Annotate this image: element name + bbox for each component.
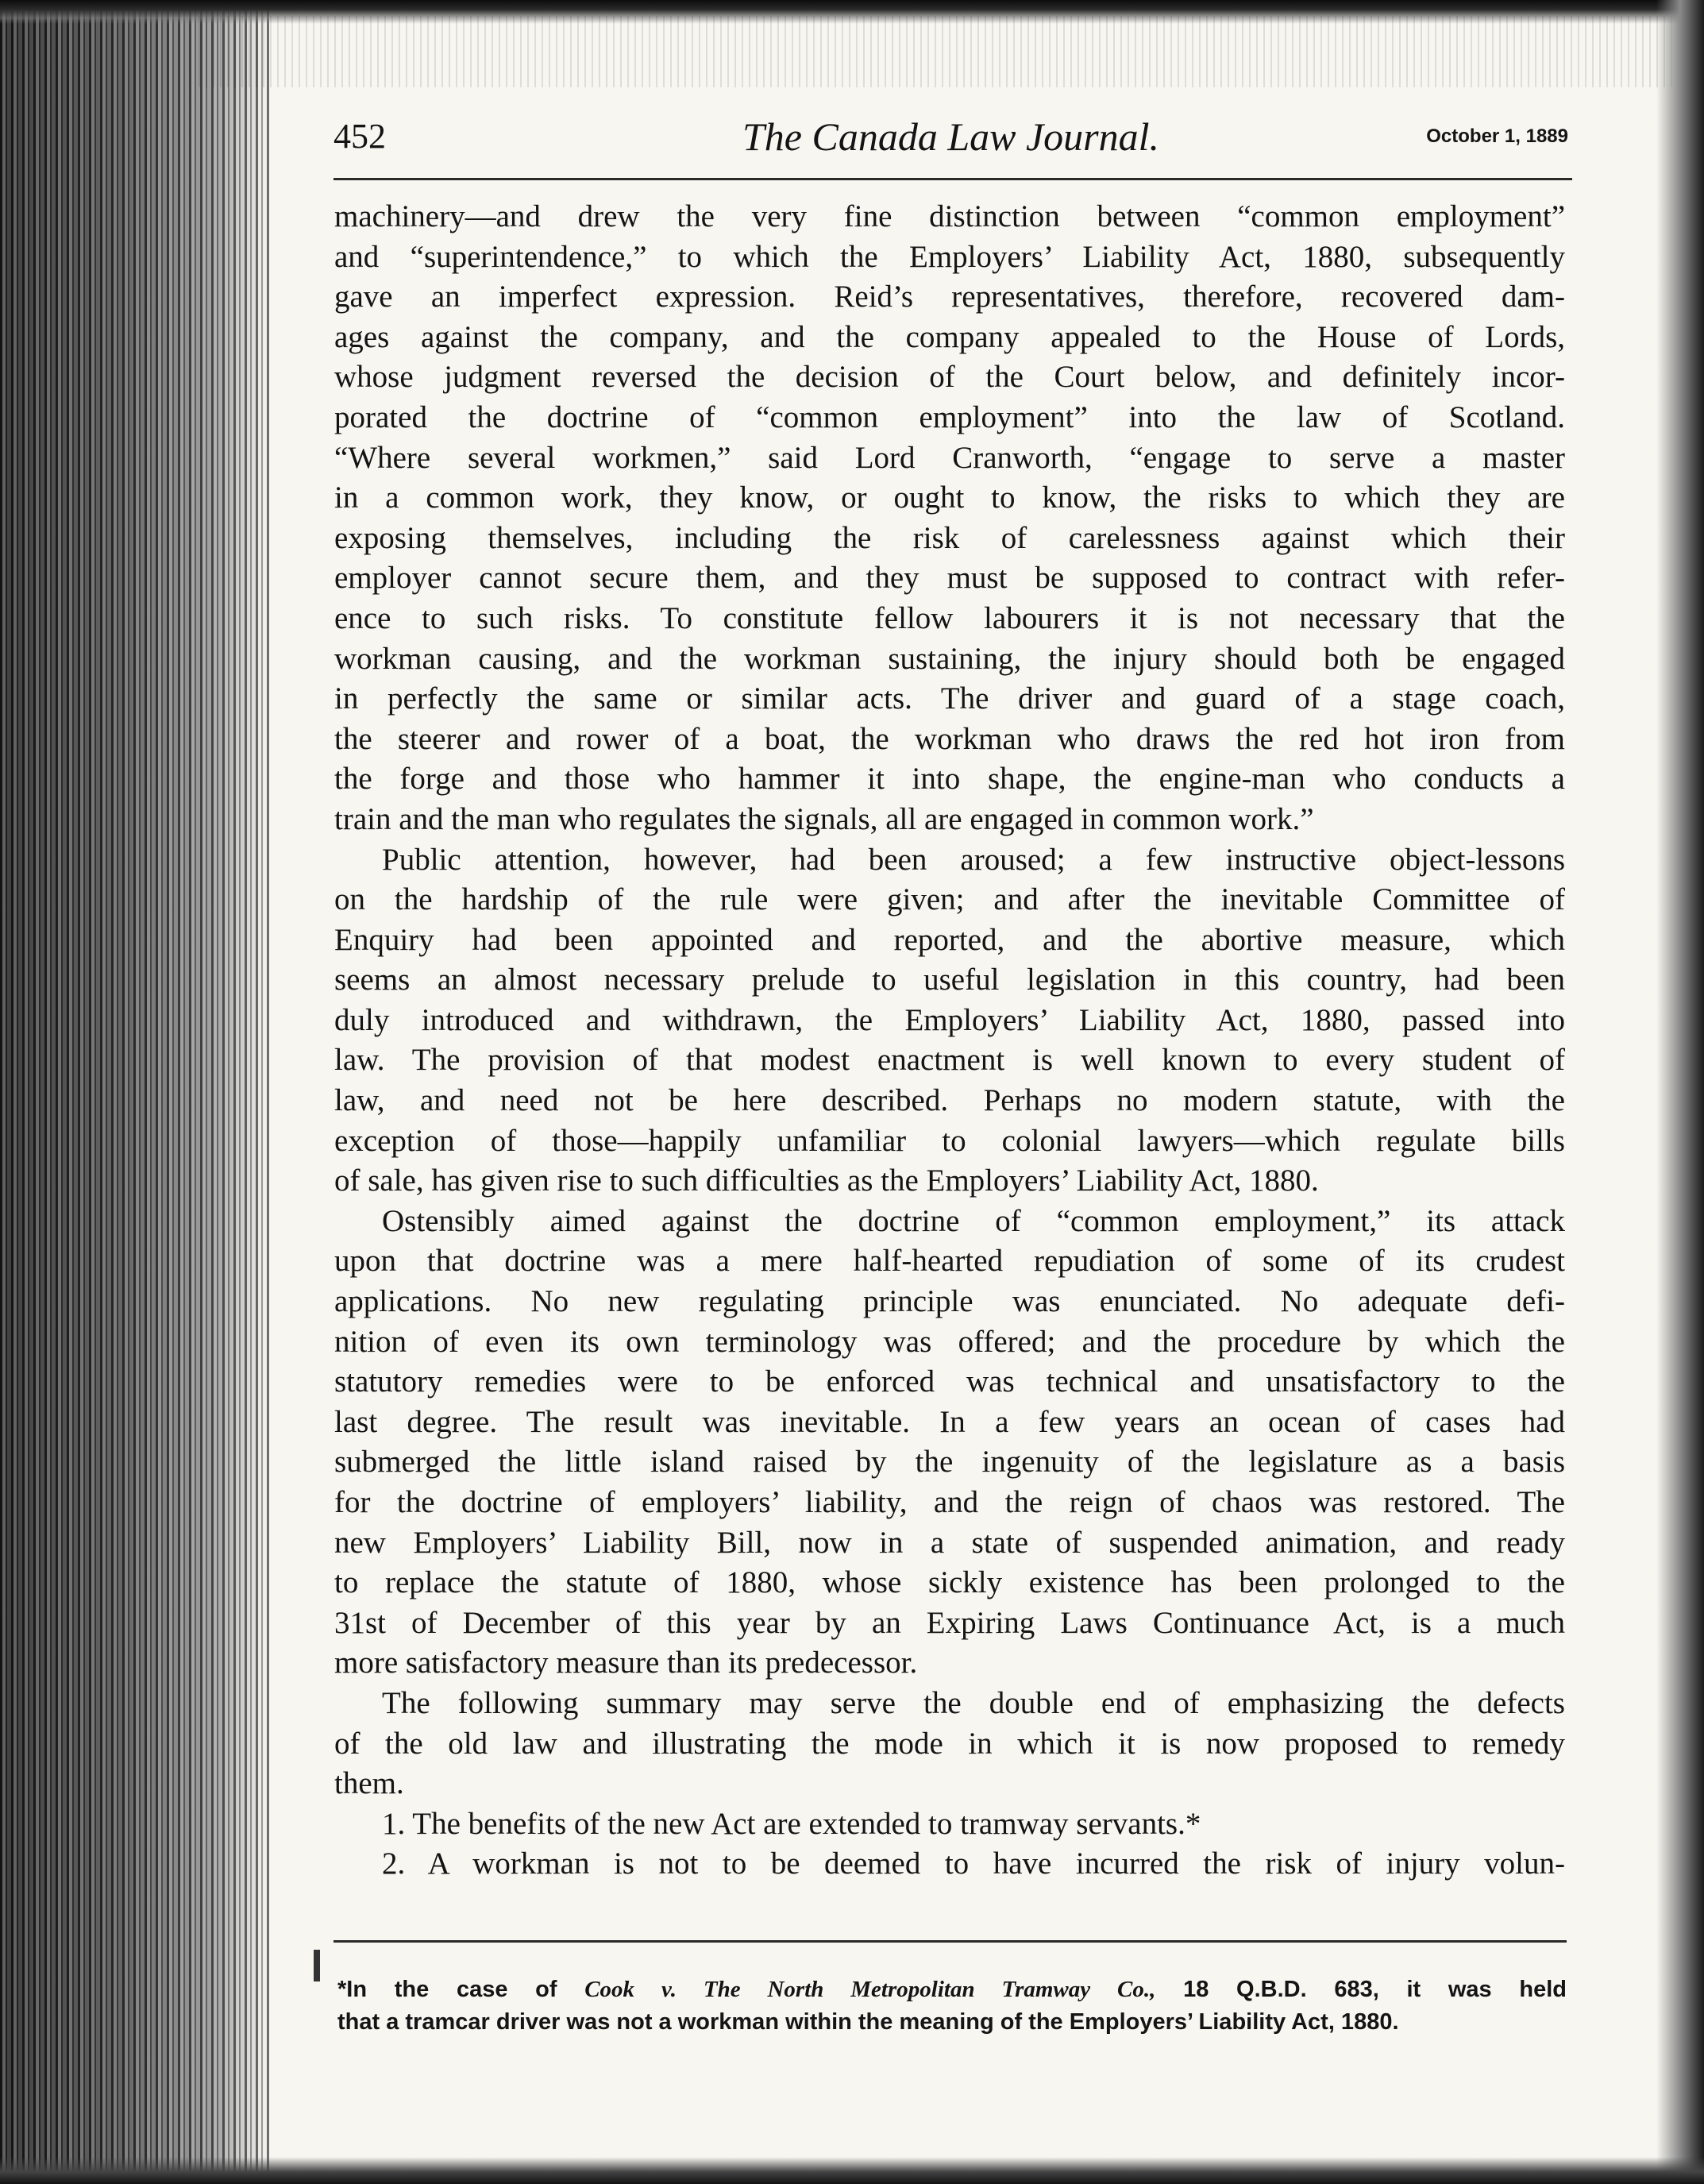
body-line: Enquiry had been appointed and reported, and the abortive measure, which bbox=[334, 922, 1565, 957]
body-line: exception of those—happily unfamiliar to colonial lawyers—which regulate bills bbox=[334, 1123, 1565, 1158]
body-line: workman causing, and the workman sustaining, the injury should both be engaged bbox=[334, 641, 1565, 676]
scan-bottom-edge bbox=[0, 2157, 1704, 2184]
footnote-marker: * bbox=[337, 1977, 347, 2002]
body-line: Public attention, however, had been aroused; a few instructive object-lessons bbox=[382, 842, 1565, 877]
body-line: the steerer and rower of a boat, the workman who draws the red hot iron from bbox=[334, 721, 1565, 756]
body-line: duly introduced and withdrawn, the Employers’ Liability Act, 1880, passed into bbox=[334, 1002, 1565, 1037]
body-line: in a common work, they know, or ought to know, the risks to which they are bbox=[334, 480, 1565, 515]
article-body bbox=[334, 197, 1565, 1885]
body-line: nition of even its own terminology was offered; and the procedure by which the bbox=[334, 1324, 1565, 1359]
footnote-case-name: Cook v. The North Metropolitan Tramway Co., bbox=[584, 1977, 1156, 2002]
footnote-rule bbox=[333, 1940, 1567, 1943]
body-line: applications. No new regulating principle was enunciated. No adequate defi- bbox=[334, 1284, 1565, 1319]
body-line: on the hardship of the rule were given; and after the inevitable Committee of bbox=[334, 882, 1565, 917]
running-header bbox=[333, 111, 1568, 167]
body-line: more satisfactory measure than its predecessor. bbox=[334, 1646, 918, 1680]
footnote bbox=[337, 1974, 1567, 2039]
body-line: statutory remedies were to be enforced was technical and unsatisfactory to the bbox=[334, 1364, 1565, 1399]
scan-right-edge bbox=[1656, 0, 1704, 2184]
body-line: in perfectly the same or similar acts. The driver and guard of a stage coach, bbox=[334, 681, 1565, 716]
body-line: employer cannot secure them, and they must be supposed to contract with refer- bbox=[334, 561, 1565, 596]
journal-title: The Canada Law Journal. bbox=[742, 114, 1160, 159]
body-line: of sale, has given rise to such difficulties as the Employers’ Liability Act, 1880. bbox=[334, 1163, 1319, 1198]
body-line: The following summary may serve the double end of emphasizing the defects bbox=[382, 1685, 1565, 1720]
body-line: last degree. The result was inevitable. In a few years an ocean of cases had bbox=[334, 1404, 1565, 1439]
scan-binding-shadow bbox=[0, 0, 270, 2184]
list-item: 1. The benefits of the new Act are extended to tramway servants.* bbox=[382, 1806, 1201, 1841]
body-line: submerged the little island raised by the ingenuity of the legislature as a basis bbox=[334, 1445, 1565, 1480]
footnote-citation: 18 Q.B.D. 683, it was held bbox=[1155, 1977, 1567, 2002]
body-line: law, and need not be here described. Perhaps no modern statute, with the bbox=[334, 1083, 1565, 1118]
body-line: Ostensibly aimed against the doctrine of “common employment,” its attack bbox=[382, 1203, 1565, 1238]
body-line: train and the man who regulates the signals, all are engaged in common work.” bbox=[334, 801, 1314, 836]
body-line: them. bbox=[334, 1766, 404, 1801]
body-line: ence to such risks. To constitute fellow labourers it is not necessary that the bbox=[334, 600, 1565, 635]
margin-mark bbox=[314, 1950, 320, 1981]
list-item: 2. A workman is not to be deemed to have incurred the risk of injury volun- bbox=[382, 1846, 1565, 1881]
body-line: seems an almost necessary prelude to useful legislation in this country, had been bbox=[334, 963, 1565, 997]
body-line: ages against the company, and the company appealed to the House of Lords, bbox=[334, 319, 1565, 354]
body-line: gave an imperfect expression. Reid’s representatives, therefore, recovered dam- bbox=[334, 280, 1565, 314]
body-line: “Where several workmen,” said Lord Cranworth, “engage to serve a master bbox=[334, 440, 1565, 475]
body-line: to replace the statute of 1880, whose sickly existence has been prolonged to the bbox=[334, 1565, 1565, 1600]
body-line: the forge and those who hammer it into shape, the engine-man who conducts a bbox=[334, 762, 1565, 797]
issue-date: October 1, 1889 bbox=[1426, 125, 1568, 147]
footnote-line bbox=[337, 1974, 1567, 2006]
body-line: and “superintendence,” to which the Employers’ Liability Act, 1880, subsequently bbox=[334, 239, 1565, 274]
body-line: upon that doctrine was a mere half-hearted repudiation of some of its crudest bbox=[334, 1244, 1565, 1279]
page-number: 452 bbox=[333, 117, 386, 156]
footnote-line: that a tramcar driver was not a workman within the meaning of the Employers’ Liability Act, 1880. bbox=[337, 2009, 1399, 2035]
body-line: law. The provision of that modest enactment is well known to every student of bbox=[334, 1043, 1565, 1078]
body-line: exposing themselves, including the risk of carelessness against which their bbox=[334, 520, 1565, 555]
body-line: of the old law and illustrating the mode in which it is now proposed to remedy bbox=[334, 1726, 1565, 1761]
footnote-lead: In the case of bbox=[346, 1977, 585, 2002]
body-line: for the doctrine of employers’ liability, and the reign of chaos was restored. The bbox=[334, 1485, 1565, 1519]
body-line: 31st of December of this year by an Expiring Laws Continuance Act, is a much bbox=[334, 1605, 1565, 1640]
scan-top-noise bbox=[199, 16, 1704, 87]
body-line: whose judgment reversed the decision of the Court below, and definitely incor- bbox=[334, 360, 1565, 395]
body-line: new Employers’ Liability Bill, now in a state of suspended animation, and ready bbox=[334, 1525, 1565, 1560]
body-line: machinery—and drew the very fine distinction between “common employment” bbox=[334, 199, 1565, 233]
body-line: porated the doctrine of “common employment” into the law of Scotland. bbox=[334, 399, 1565, 434]
header-rule bbox=[333, 178, 1572, 180]
